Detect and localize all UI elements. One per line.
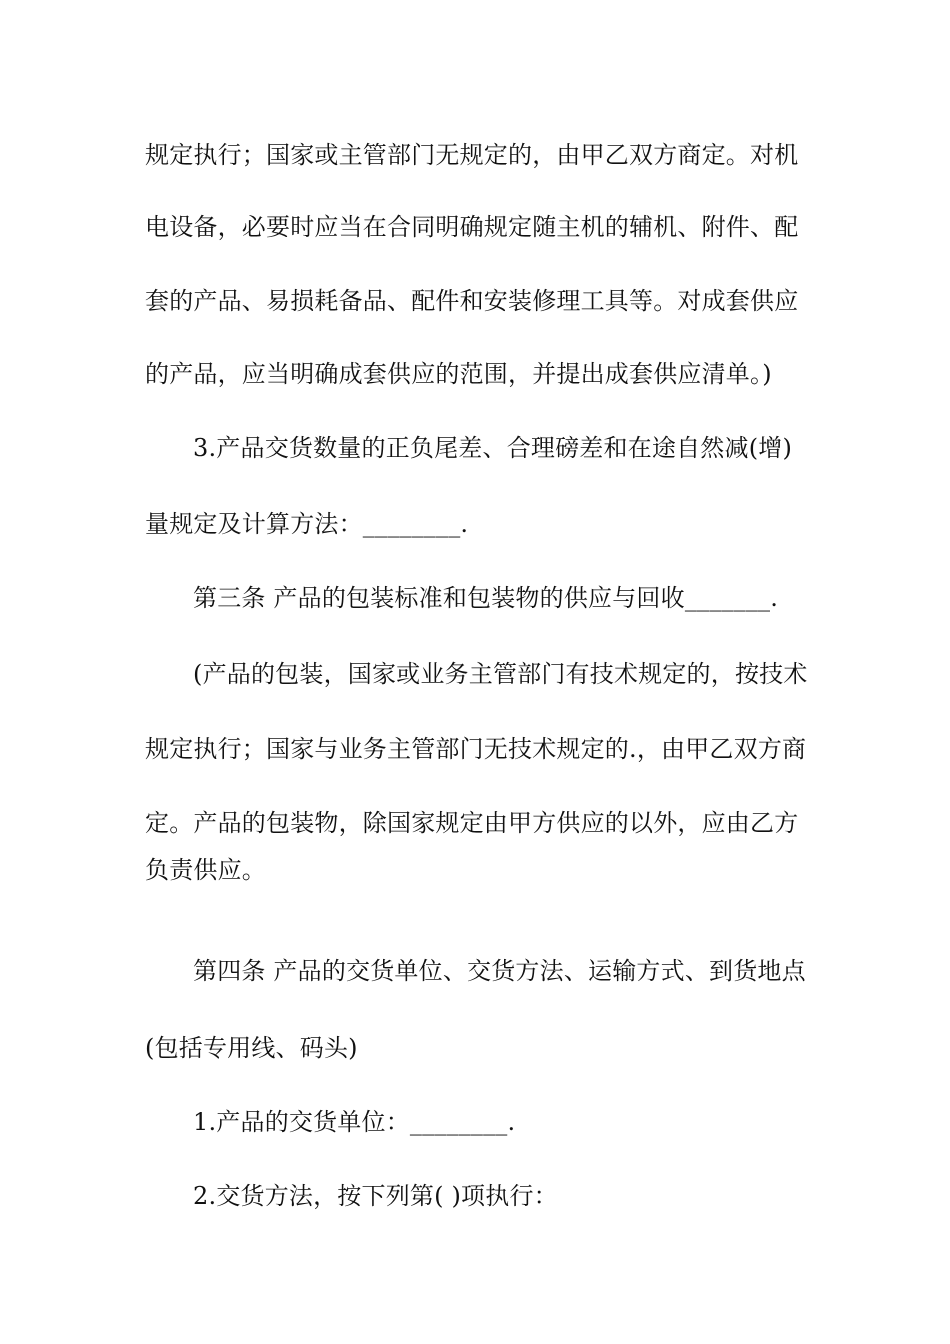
text-line: 规定执行；国家或主管部门无规定的，由甲乙双方商定。对机 (145, 141, 799, 169)
text-line: 量规定及计算方法：________. (145, 510, 469, 538)
text-line: 3.产品交货数量的正负尾差、合理磅差和在途自然减(增) (193, 434, 793, 462)
section-heading-line: 第四条 产品的交货单位、交货方法、运输方式、到货地点 (193, 957, 806, 985)
text-line: 1.产品的交货单位：________. (193, 1108, 516, 1136)
text-line: 套的产品、易损耗备品、配件和安装修理工具等。对成套供应 (145, 287, 799, 315)
text-line: 定。产品的包装物，除国家规定由甲方供应的以外，应由乙方 (145, 809, 799, 837)
text-line: 负责供应。 (145, 856, 266, 884)
text-line: (产品的包装，国家或业务主管部门有技术规定的，按技术 (193, 660, 808, 688)
text-line: 2.交货方法，按下列第( )项执行： (193, 1182, 558, 1210)
text-line: 规定执行；国家与业务主管部门无技术规定的.，由甲乙双方商 (145, 735, 807, 763)
section-heading-line: 第三条 产品的包装标准和包装物的供应与回收_______. (193, 584, 779, 612)
text-line: 电设备，必要时应当在合同明确规定随主机的辅机、附件、配 (145, 213, 799, 241)
text-line: 的产品，应当明确成套供应的范围，并提出成套供应清单。) (145, 360, 772, 388)
text-line: (包括专用线、码头) (145, 1034, 358, 1062)
